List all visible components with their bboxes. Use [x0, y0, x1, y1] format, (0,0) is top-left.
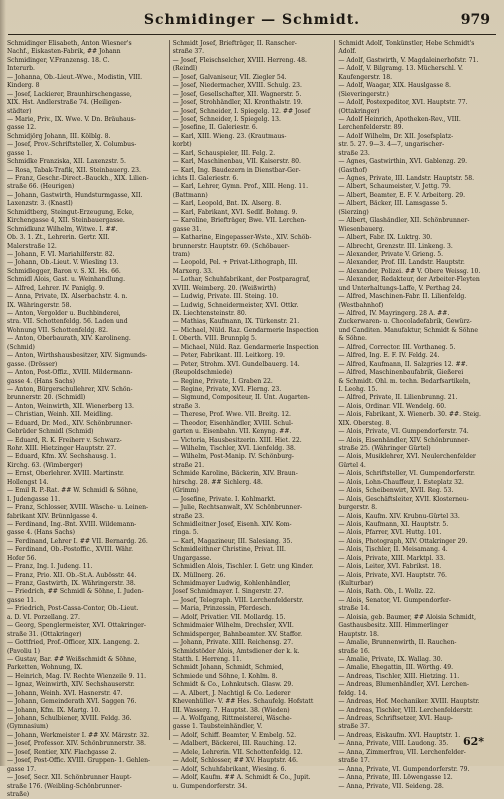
directory-entry-line: XIX. Obersteg. 8.	[338, 419, 392, 427]
directory-entry-line: — Anna, Private, III. Löwengasse 12.	[338, 774, 453, 782]
directory-entry-line: Gürtel 4.	[338, 461, 366, 469]
directory-entry-line: straße 25. (Währinger Gürtel)	[338, 445, 431, 452]
directory-entry-line: — Theodor, Eisenhändler, XVIII. Schul-	[172, 419, 294, 427]
directory-entry-line: — Karl, Maschinenbau, VII. Kaiserstr. 80.	[172, 158, 301, 166]
directory-entry-line: ichts II. Galeriestr. 6.	[172, 175, 239, 182]
directory-entry-line: — Karl, Fabrikant, XVI. Sedlf. Bohmg. 9.	[172, 208, 298, 216]
directory-entry-line: Schmidlen Alois, Tischler. I. Getr. ung Kinder.	[172, 563, 314, 571]
directory-entry-line: — Adolf Wilhelm, Dr. XII. Josefsplatz-	[338, 132, 454, 140]
directory-entry-line: Khevenhüller- V. ## Hes. Schaufelg. Hofstatt	[172, 698, 314, 706]
directory-entry-line: (Gymnasium)	[7, 723, 49, 731]
directory-entry-line: Schmidmaier Wilhelm, Drechsler, XVII.	[172, 622, 294, 630]
directory-entry-line: — Alfred, IV. Mayringerg. 28 A. ##.	[338, 310, 450, 317]
directory-entry-line: — Adolf, Postexpeditor, XVI. Hauptstr. 77.	[338, 99, 468, 107]
directory-entry-line: straße 16.	[338, 647, 370, 655]
directory-entry-line: — Leopold, Pel. + Privat-Lithograph, III.	[172, 259, 298, 267]
directory-entry-line: Adolf.	[338, 48, 357, 56]
directory-entry-line: — Josef, Strohhändler, XI. Kronthalstr. 19.	[172, 99, 303, 107]
directory-entry-line: gasse 31.	[172, 225, 202, 233]
directory-entry-line: IX. Währingerstr. 58.	[7, 301, 72, 309]
directory-entry-line: — A. Albert, J. Nachtigl & Co. Lederer	[172, 689, 291, 697]
directory-entry-line: — Albrecht, Grenzstr. III. Linkeng. 3.	[338, 242, 453, 250]
directory-entry-line: — Ferdinand, Lehrer I. ## VII. Bernardg. 26.	[7, 537, 148, 545]
directory-entry-line: — Josef, Galvaniseur, VII. Ziegler 54.	[172, 73, 287, 81]
directory-entry-line: gasse 12.	[7, 124, 37, 132]
directory-entry-line: — Mathias, Kaufmann, IX. Türkenstr. 21.	[172, 318, 300, 326]
directory-entry-line: — Adolf, V. Bilgramg. 13. Mücherschl. V.	[338, 65, 463, 73]
directory-entry-line: — Ludwig, Schneidermeister, XVI. Ottkr.	[172, 301, 299, 309]
directory-entry-line: — Adolf, Schiff. Beamter, V. Embelg. 52.	[172, 731, 297, 739]
directory-entry-line: Zuckerwaren- u. Chocoladefabrik, Gewürz-	[338, 318, 472, 326]
directory-entry-line: fabrikant XIV. Brünnlgasse 4.	[7, 512, 98, 520]
directory-entry-line: Schmidl Alois, Gast. u. Weinhandlung.	[7, 276, 126, 284]
directory-entry-line: — Karl, Leopold, Bnt. IX. Alserg. 8.	[172, 200, 282, 208]
directory-entry-line: und Canditen. Manufaktur, Schmidt & Söhne	[338, 326, 478, 334]
directory-entry-line: — Alois, Scheibenwirt, XVII. Reg. 53.	[338, 487, 454, 495]
directory-entry-line: Schmidmayer Ludwig, Kohlenhändler,	[172, 580, 291, 587]
directory-entry-line: — Albert, Glashändler, XII. Schönbrunner-	[338, 217, 470, 225]
directory-entry-line: — Josefine, II. Galeriestr. 6.	[172, 124, 258, 132]
page-number: 979	[460, 12, 490, 28]
directory-entry-line: Schmidt Johann, Schmidt, Schmied,	[172, 664, 284, 672]
directory-entry-line: (Battmann)	[172, 191, 208, 199]
directory-entry-line: — Georg, Spenglermeister, XVI. Ottakringer-	[7, 622, 146, 630]
directory-entry-line: I. Judengasse 11.	[7, 495, 61, 503]
directory-entry-line: — Marie, Priv., IX. Wwe. V. Dn. Bräuhaus-	[7, 115, 136, 123]
directory-entry-line: — Johann, F. VI. Mariahilferstr. 82.	[7, 250, 115, 258]
directory-entry-line: — Franz, Schlosser, XVIII. Wäsche- u. Leinen-	[7, 504, 149, 512]
directory-entry-line: — Karl, Lehrer, Gymn. Prof., XIII. Heng. 11.	[172, 183, 309, 191]
directory-entry-line: Schmidleithner Christine, Privat. III.	[172, 546, 286, 554]
directory-entry-line: — Friedrich, ## Schmidl & Söhne, I. Juden-	[7, 588, 144, 596]
directory-entry-line: — Eduard, R. K. Freiherr v. Schwarz-	[7, 436, 122, 444]
directory-entry-line: — Alois, Kaufmann, XI. Hauptstr. 5.	[338, 520, 449, 528]
directory-entry-line: — Alexander, Prof. III. Landstr. Hauptstr.	[338, 259, 465, 267]
directory-entry-line: — Adolf Heinrich, Apotheken-Rev., VIII.	[338, 115, 461, 123]
directory-entry-line: u. Gumpendorferstr. 34.	[172, 782, 248, 790]
directory-entry-line: — Agnes, Private, III. Landstr. Hauptstr. 58.	[338, 175, 475, 182]
directory-entry-line: — Ferdinand, Ing.-Bnt. XVIII. Wildemann-	[7, 520, 137, 528]
directory-entry-line: — Christian, Weinh. XII. Meidling.	[7, 411, 113, 419]
directory-entry-line: — Andreas, Blumenhändler, XVI. Lerchen-	[338, 681, 469, 689]
directory-entry-line: — Anton, Post-Offiz., XVIII. Mildermann-	[7, 369, 133, 377]
directory-entry-line: Schmidt Josef, Briefträger, II. Ranscher-	[172, 40, 297, 47]
directory-entry-line: — Alois, Kaufm. XIV. Krubnu-Gürtel 33.	[338, 512, 460, 520]
directory-entry-line: Schmide Karoline, Bäckerin, XIV. Braun-	[172, 470, 298, 478]
directory-entry-line: — Alfred, Private, II. Lilienbrunng. 21.	[338, 394, 458, 402]
directory-entry-line: — Alois, Tischler, II. Meisamang. 4.	[338, 546, 448, 554]
directory-entry-line: IX. Müllnerg. 26.	[172, 571, 226, 579]
directory-entry-line: — Amalie, Private, IX. Wallag. 30.	[338, 655, 443, 663]
directory-entry-line: I. Oberth. VIII. Brunnplg 5.	[172, 335, 257, 343]
directory-entry-line: brunnerstr. 20. (Schmidl)	[7, 394, 86, 402]
directory-entry-line: — Andreas, Eiskaufm. XVI. Hauptstr. 1.	[338, 731, 461, 739]
directory-entry-line: — Franz, Gastwirth, IX. Währingerstr. 38.	[7, 580, 136, 587]
directory-entry-line: gasse 4. (Hans Sachs)	[7, 529, 76, 537]
directory-entry-line: XIX. Hst. Andlerstraße 74. (Heiligen-	[7, 99, 122, 107]
header-rule	[8, 34, 496, 35]
directory-entry-line: — Agnes, Gastwirthin, XVI. Gablenzg. 29.	[338, 158, 468, 166]
directory-entry-line: — Josef, Post-Offic. XVIII. Gruppen- 1. Gehlen-	[7, 757, 151, 765]
directory-entry-line: Laxenzstr. 3. (Knastl)	[7, 200, 73, 208]
directory-entry-line: — Amalie, Ehegattin, III. Wörthg. 49.	[338, 664, 454, 672]
directory-entry-line: — Karl, Ing. Baudezern in Dienstbar-Ger-	[172, 166, 301, 174]
directory-entry-line: Josef Schmidmayer. I. Singerstr. 27.	[172, 588, 284, 596]
directory-entry-line: — Alois, Rath. Ob., I. Wollz. 22.	[338, 588, 436, 596]
directory-entry-line: stra. VII. Schottenfeldg. 56. Laden und	[7, 318, 128, 326]
directory-entry-line: — Alois, Private, VI. Gumpendorferstr. 74.	[338, 428, 469, 436]
directory-entry-line: — Adolf, Schuhfabrikant, Wiesing. 6.	[172, 765, 287, 773]
directory-entry-line: & Schmidt. Ohl. m. techn. Bedarfsartikeln,	[338, 377, 471, 385]
directory-entry-line: — Josef, Fleischselcher, XVIII. Herreng. 48.	[172, 56, 307, 64]
directory-entry-line: Schmidjörg Johann, III. Kölblg. 8.	[7, 132, 111, 140]
directory-entry-line: (Pavoliu 1)	[7, 647, 40, 655]
directory-entry-line: str. 5. 27. 9—3. 4—7, ungarischer-	[338, 141, 445, 149]
directory-entry-line: — Gustav, Bar. ## Weißschmidt & Söhne,	[7, 655, 137, 663]
directory-entry-line: (Schmid)	[7, 343, 35, 351]
directory-entry-line: — Wilhelm, Tischler, XVI. Lienfeldg. 38.	[172, 445, 296, 452]
directory-entry-line: — Andreas, Hof. Mechaniker. XVIII. Hauptstr.	[338, 698, 480, 706]
directory-entry-line: (Reupoldschmiede)	[172, 369, 233, 377]
directory-entry-line: — Johanna, Ob.-Lieut.-Wwe., Modistin, VIII.	[7, 73, 143, 81]
directory-entry-line: — Anna, Private, VIII. Laudong. 35.	[338, 740, 449, 748]
directory-entry-line: — Adolf, Gastwirth, V. Magdaleinerhofstr. 71.	[338, 56, 479, 64]
directory-entry-line: Kaufengerstr. 18.	[338, 73, 393, 81]
directory-entry-line: — Josef, Prov.-Schriftsteller, X. Columbus-	[7, 141, 137, 149]
directory-entry-line: — Ernst, Oberlehrer. XVIII. Martinstr.	[7, 470, 124, 478]
directory-entry-line: straße 37.	[338, 723, 370, 731]
directory-entry-line: — Alois, Pfarrer, XVI. Huttg. 101.	[338, 529, 442, 537]
directory-entry-line: — Peter, Fabrikant. III. Leitkorg. 19.	[172, 352, 285, 360]
directory-entry-line: Schmidkunz Wilhelm, Witwe. I. ##.	[7, 225, 118, 233]
directory-entry-line: — Alois, Senator, VI. Gumpendorfer-	[338, 596, 451, 604]
directory-entry-line: — Johann, Private. XIII. Reichensg. 27.	[172, 639, 294, 647]
directory-entry-line: — Josef, Schneider, I. Spiegelg. 12. ## Josef	[172, 107, 311, 115]
directory-entry-line: — Alfred, Corrector. III. Vorthaneg. 5.	[338, 343, 456, 351]
directory-entry-line: — Josef, Rentier, XIV. Flachgasse 2.	[7, 748, 117, 756]
directory-entry-line: straße 37.	[172, 48, 205, 56]
directory-entry-line: IX. Liechtensteinstr. 80.	[172, 310, 247, 317]
directory-entry-line: — Alois, Private, XIII. Marktpl. 33.	[338, 554, 446, 562]
directory-entry-line: (Sieveringerstr.)	[338, 90, 389, 98]
directory-entry-line: — Johann, Ob.-Lieut. V. Wiesling 13.	[7, 259, 119, 267]
directory-entry-line: (Ottakringer)	[338, 107, 380, 115]
directory-entry-line: Schmidleitner Josef, Eisenh. XIV. Kom-	[172, 520, 292, 528]
directory-entry-line: — Johann, Werkmeister I. ## XV. Märzstr. 32.	[7, 731, 150, 739]
directory-entry-line: Kinderg. 8	[7, 82, 40, 90]
directory-entry-line: — Lothar, Schuhfabrikant, der Postparagraf,	[172, 276, 311, 284]
directory-entry-line: — Josef, Telegraph. VIII. Lerchenfelderstr.	[172, 596, 304, 604]
directory-entry-line: — Friedrich, Post-Cassa-Contor, Ob.-Lieut.	[7, 605, 139, 613]
directory-entry-line: — Albert, Bäcker, III. Lamsgasse 5.	[338, 200, 448, 208]
directory-entry-line: — Regine, Private, I. Graben 22.	[172, 377, 273, 385]
directory-entry-line: — Franz, Geschr.-Direct.-Bauckh., XIX. Lilien-	[7, 175, 149, 182]
directory-entry-line: — Andreas, Tischler, XIII. Hietzing. 11.	[338, 672, 460, 680]
directory-entry-line: — Amalie, Brunnenwirth, II. Rauchen-	[338, 639, 457, 647]
directory-entry-line: — Adolf, Waagar, XIX. Hauslgasse 8.	[338, 82, 451, 90]
directory-entry-line: Hofer 56.	[7, 554, 37, 562]
directory-entry-line: Schmidlegger, Baron v. S. XI. Hs. 66.	[7, 267, 121, 275]
directory-entry-line: — Anton, Bürgerschullehrer, XIV. Schön-	[7, 385, 133, 393]
directory-entry-line: Schmidsperger, Bahnbeamter. XV. Staffor.	[172, 630, 303, 638]
directory-entry-line: — Anton, Wirthshausbesitzer, XIV. Sigmunds-	[7, 352, 148, 360]
directory-entry-line: Schmidstöder Alois, Amtsdiener der k. k.	[172, 647, 300, 655]
directory-entry-line: — Regine, Private, XVI. Flerng. 23.	[172, 385, 282, 393]
directory-entry-line: gasse 1. Taubsteinhändler, V.	[172, 723, 263, 731]
directory-entry-line: — Josef, Secr. XII. Schönbrunner Haupt-	[7, 774, 132, 782]
directory-entry-line: — Alfred, Maschinenbaufabrik, Gießerei	[338, 369, 464, 377]
directory-entry-line: straße 23.	[172, 512, 205, 520]
directory-entry-line: (Grimm)	[172, 487, 199, 495]
directory-entry-line: Ob. 3. 1. Zt., Lehrerin. Gertr. XII.	[7, 234, 110, 242]
directory-entry-line: feldg. 14.	[338, 689, 368, 697]
directory-entry-line: — Alois, Lohn-Chauffeur, I. Esteplatz 32.	[338, 478, 464, 486]
directory-entry-line: — Eduard, Kfm. XV. Sechshausg. 1.	[7, 453, 117, 461]
directory-entry-line: — Victoria, Hausbesitzerin. XIII. Hiet. 22.	[172, 436, 302, 444]
directory-entry-line: burgerstr. 8.	[338, 504, 378, 512]
directory-entry-line: straße 66. (Heurigen)	[7, 183, 75, 191]
directory-entry-line: — Alois, Eisenhändler, XIV. Schönbrunner-	[338, 436, 470, 444]
directory-entry-line: Gebrüder Schmidl (Schmid)	[7, 428, 94, 436]
directory-entry-line: — Anna, Private, VII. Seideng. 28.	[338, 782, 444, 790]
directory-entry-line: — Karl, Schauspieler, III. Felg. 2.	[172, 149, 276, 157]
directory-entry-line: Wiesenbauerg.	[338, 225, 385, 233]
directory-entry-line: — Maria, Prinzessin, Pferdesch.	[172, 605, 272, 613]
directory-entry-line: Schmiede und Söhne, I. Kohlm. 8.	[172, 672, 278, 680]
directory-entry-line: straße 31. (Ottakringer)	[7, 630, 82, 638]
directory-entry-line: — Albert, Fabr. IX. Luktrg. 30.	[338, 234, 433, 242]
directory-entry-line: — Anna, Private, VI. Gumpendorferstr. 79.	[338, 765, 470, 773]
signature-mark: 62*	[462, 735, 484, 748]
directory-entry-line: I. Leohg. 15.	[338, 385, 378, 393]
directory-entry-line: — Albert, Schaumeister, V. Jettg. 79.	[338, 183, 451, 191]
directory-entry-line: — Rosa, Tabak-Trafik, XII. Steinbauerg. 23.	[7, 166, 141, 174]
directory-entry-line: — Alexander, Polizei. ## V. Obere Weissg. 10.	[338, 267, 481, 275]
directory-entry-line: städter)	[7, 107, 32, 115]
directory-entry-line: — Alfred, Maschinen-Fabr. II. Lilienfeldg.	[338, 293, 467, 301]
directory-entry-line: Interurb.	[7, 65, 35, 73]
directory-entry-line: Nachf., Eiskasten-Fabrik, ## Johann	[7, 48, 121, 56]
directory-entry-line: — Josef, Gesellschafter, XII. Wagnerstr. 5.	[172, 90, 302, 98]
directory-entry-line: Hauptstr. 18.	[338, 630, 379, 638]
directory-entry-line: gasse 17.	[7, 765, 37, 773]
directory-entry-line: — Franz, Ing. I. Judeng. 11.	[7, 563, 93, 571]
directory-entry-line: — Adalbert, Bäckerei, III. Rauching. 12.	[172, 740, 297, 748]
directory-entry-line: Hollengst 14.	[7, 478, 49, 486]
directory-entry-line: straße 23.	[338, 149, 370, 157]
directory-entry-line: straße 3.	[172, 402, 201, 410]
directory-entry-line: — Alois, Musiklehrer, XVI. Neulerchenfelder	[338, 453, 476, 461]
directory-entry-line: — Franz, Prio. XII. Ob.-St.A. Aubösstr. 44.	[7, 571, 137, 579]
directory-entry-line: — Julie, Rechtsanwalt, XV. Schönbrunner-	[172, 504, 303, 512]
directory-entry-line: — Andreas, Tischler, VIII. Lerchenfelderstr.	[338, 706, 473, 714]
directory-entry-line: — Karoline, Briefträger, Bwe. VII. Lerchen-	[172, 217, 307, 225]
directory-entry-line: a. D. VI. Porzellang. 27.	[7, 613, 80, 621]
directory-entry-line: straße)	[7, 790, 30, 798]
directory-entry-line: (Reindl)	[172, 65, 198, 73]
directory-entry-line: — Ludwig, Private. III. Steing. 10.	[172, 293, 279, 301]
directory-entry-line: gasse 4. (Hans Sachs)	[7, 377, 76, 385]
directory-entry-line: — Adolf, Kaufm. ## A. Schmidt & Co., Jupit.	[172, 774, 311, 782]
directory-entry-line: korbt)	[172, 141, 192, 149]
directory-entry-line: garten u. Eisenbahn. VII. Kenyng. ##.	[172, 428, 292, 436]
directory-entry-line: — Alois, Fabrikant, X. Wienerb. 30. ##. Steig.	[338, 411, 481, 419]
running-title: Schmidinger — Schmidt.	[143, 12, 361, 28]
directory-entry-line: — Ignaz, Weinwirth, XIV. Sechshauserstr.	[7, 681, 135, 689]
directory-entry-line: (Gasthof)	[338, 166, 368, 174]
directory-entry-line: Malerstraße 12.	[7, 242, 57, 250]
directory-entry-line: und Unterhaltungs-Laffe, V. Perthag 24.	[338, 284, 462, 292]
directory-entry-line: Schmidinger Elisabeth, Anton Wiesner's	[7, 40, 132, 47]
directory-entry-line: — Michael, Nüld. Raz. Gendarmerie Inspection	[172, 326, 319, 334]
directory-entry-line: — Heinrich, Mag. IV. Rechte Wienzeile 9. 11.	[7, 672, 147, 680]
directory-entry-line: — Josefine, Private. I. Kohlmarkt.	[172, 495, 276, 503]
directory-entry-line: III. Wasserg. 7. Hauptst. 38. (Wieden)	[172, 706, 290, 714]
directory-entry-line: (Westbahnhof)	[338, 301, 384, 309]
directory-entry-line: — Anton, Vergolder u. Buchbinderei,	[7, 310, 121, 317]
directory-entry-line: — Anton, Weinwirth, XII. Wienerberg 13.	[7, 402, 134, 410]
directory-entry-line: — Alfred, Ing. E. F. IV. Feldg. 24.	[338, 352, 440, 360]
directory-entry-line: Kirchg. 63. (Wimberger)	[7, 461, 83, 469]
directory-entry-line: ringa. 5.	[172, 529, 199, 537]
directory-entry-line: — Johann, Gastwirth, Hundsturmgasse, XII.	[7, 191, 143, 199]
directory-entry-line: — Andreas, Schriftsetzer, XVI. Haup-	[338, 715, 453, 722]
directory-entry-line: — Emil R. P.-Rat. ## W. Schmidl & Söhne,	[7, 487, 138, 495]
directory-entry-line: — Albert, Beamter, E. F. V. Arbeiterg. 29.	[338, 191, 466, 199]
directory-entry-line: — Anna, Private, IX. Alserbachstr. 4. n.	[7, 293, 128, 301]
directory-entry-line: — Alexander, Redakteur, der Arbeiter-Fleyten	[338, 276, 480, 284]
directory-entry-line: — Michael, Nüld. Raz. Gendarmerie Inspection	[172, 343, 319, 351]
directory-entry-line: straße 21.	[172, 461, 205, 469]
directory-entry-line: Schmidt & Co., Lohnkutsch. Glasw. 29.	[172, 681, 294, 689]
directory-entry-line: straße 176. (Weibling-Schönbrunner-	[7, 782, 122, 790]
directory-entry-line: — Ferdinand, Ob.-Postoffic., XVIII. Währ.	[7, 546, 134, 554]
directory-entry-line: — Karl, Magazineur, III. Salesiang. 35.	[172, 537, 293, 545]
directory-entry-line: Lerchenfelderstr. 89.	[338, 124, 404, 132]
directory-entry-line: — Peter, Strohm. XVI. Gundelbauerg. 14.	[172, 360, 300, 368]
directory-entry-line: — Sigmund, Compositeur, II. Unt. Augarten-	[172, 394, 310, 402]
directory-entry-line: — Johann, Gemeinderath XVI. Saggen 76.	[7, 698, 137, 706]
directory-entry-line: hirschg. 28. ## Sichlerg. 48.	[172, 478, 263, 486]
directory-entry-line: gasse 1.	[7, 149, 33, 157]
directory-entry-line: — Josef, Lackierer, Braunhirschengasse,	[7, 90, 132, 98]
directory-entry-line: — Adele, Lehrerin. VII. Schottenfeldg. 12.	[172, 748, 303, 756]
directory-entry-line: — Alois, Geschäftsleiter, XVII. Klosterneu-	[338, 495, 469, 503]
directory-entry-line: — Eduard, Dr. Med., XIV. Schönbrunner-	[7, 419, 133, 427]
directory-entry-line: Schmidtberg, Steingut-Erzeugung, Ecke,	[7, 208, 134, 216]
directory-entry-line: — Alois, Leiter, XVI. Fabrikst. 18.	[338, 563, 442, 571]
directory-entry-line: (Kulturbar)	[338, 580, 374, 587]
directory-entry-line: (Sierzing)	[338, 208, 369, 216]
directory-entry-line: — Aloisia, geb. Baumer, ## Aloisia Schmidt,	[338, 613, 477, 621]
directory-entry-line: — Katharine, Eingepasser-Wste., XIV. Schöb-	[172, 234, 312, 242]
directory-entry-line: — Alexander, Private V. Grieng. 5.	[338, 250, 444, 258]
directory-entry-line: — Johann, Kfm. IX. Martg. 10.	[7, 706, 101, 714]
directory-entry-line: — Alfred, Lehrer. IV. Paniglg. 9.	[7, 284, 105, 292]
directory-entry-line: — Adolf, Schlosser, ## XV. Hauptstr. 46.	[172, 757, 298, 765]
page-header	[0, 0, 504, 44]
directory-entry-line: Rohr. XIII. Hietzinger Hauptstr. 27.	[7, 445, 117, 452]
directory-entry-line: Parketten, Wohnung, IX.	[7, 664, 83, 672]
directory-entry-line: — Johann, Weinh. XVI. Hasnerstr. 47.	[7, 689, 123, 697]
directory-entry-line: brunnerstr. Hauptstr. 69. (Schöbauer-	[172, 242, 290, 250]
directory-entry-line: — Alois, Ordinar. VII. Wendelg. 60.	[338, 402, 447, 410]
directory-entry-line: Marxerg. 33.	[172, 267, 213, 275]
directory-entry-line: — A. Wolfgang, Rittmeisterei, Wäsche-	[172, 715, 292, 722]
directory-entry-line: Ungargasse.	[172, 554, 212, 562]
directory-entry-line: — Anna, Zimmerfrau, VII. Lerchenfelder-	[338, 748, 466, 756]
directory-entry-line: Statth. I. Herreng. 11.	[172, 655, 242, 663]
directory-entry-line: — Adolf, Privatier. VII. Mollardg. 15.	[172, 613, 286, 621]
directory-entry-line: — Karl, XIII. Wieng. 23. (Krautmaus-	[172, 132, 287, 140]
directory-entry-line: & Söhne.	[338, 335, 367, 343]
directory-entry-line: Kirchengasse 4, XII. Steinbauergasse.	[7, 217, 125, 225]
directory-entry-line: Gasthausbesitz. XIII. Himmerlinger	[338, 622, 449, 630]
column-2	[169, 40, 335, 790]
directory-entry-line: — Josef, Professor. XIV. Schönbrunnerstr. 38.	[7, 740, 146, 748]
directory-entry-line: — Josef, Schneider, I. Spiegelg. 13.	[172, 115, 281, 123]
directory-entry-line: Schmidke Franziska, XII. Laxenzstr. 5.	[7, 158, 126, 166]
directory-entry-line: — Therese, Prof. Wwe. VII. Breitg. 12.	[172, 411, 291, 419]
directory-entry-line: Wohnung VII. Schottenfeldg. 82.	[7, 326, 108, 334]
directory-entry-line: — Josef, Niedermacher, XVIII. Schulg. 23.	[172, 82, 302, 90]
directory-entry-line: straße 14.	[338, 605, 370, 613]
directory-entry-line: straße 17.	[338, 757, 370, 765]
directory-entry-line: — Anton, Oberbaurath, XIV. Karolineng.	[7, 335, 131, 343]
directory-entry-line: — Alois, Schriftsteller, VI. Gumpendorferstr.	[338, 470, 475, 478]
directory-entry-line: gasse 11.	[7, 596, 37, 604]
directory-entry-line: — Johann, Schulbiener, XVIII. Feldg. 36.	[7, 715, 132, 722]
column-1	[4, 40, 169, 798]
directory-entry-line: — Alois, Private, XVI. Hauptstr. 76.	[338, 571, 447, 579]
directory-entry-line: tram)	[172, 250, 190, 258]
directory-entry-line: gasse. (Drösser)	[7, 360, 58, 368]
directory-entry-line: — Alfred, Kaufmann, II. Salzgries 12. ##.	[338, 360, 468, 368]
directory-entry-line: — Wilhelm, Post-Manip. IV. Schönburg-	[172, 453, 294, 461]
directory-entry-line: — Alois, Photograph, XIV. Ottakringer 29.	[338, 537, 468, 545]
directory-entry-line: — Gottfried, Prof.-Officer, XIX. Langeng. 2.	[7, 639, 140, 647]
directory-entry-line: XVIII. Weimberg. 20. (Weißwirth)	[172, 284, 277, 292]
directory-entry-line: Schmidt Adolf, Tonkünstler, Hebe Schmidt's	[338, 40, 475, 47]
directory-entry-line: Schmidinger, V.Franzensg. 18. C.	[7, 56, 110, 64]
